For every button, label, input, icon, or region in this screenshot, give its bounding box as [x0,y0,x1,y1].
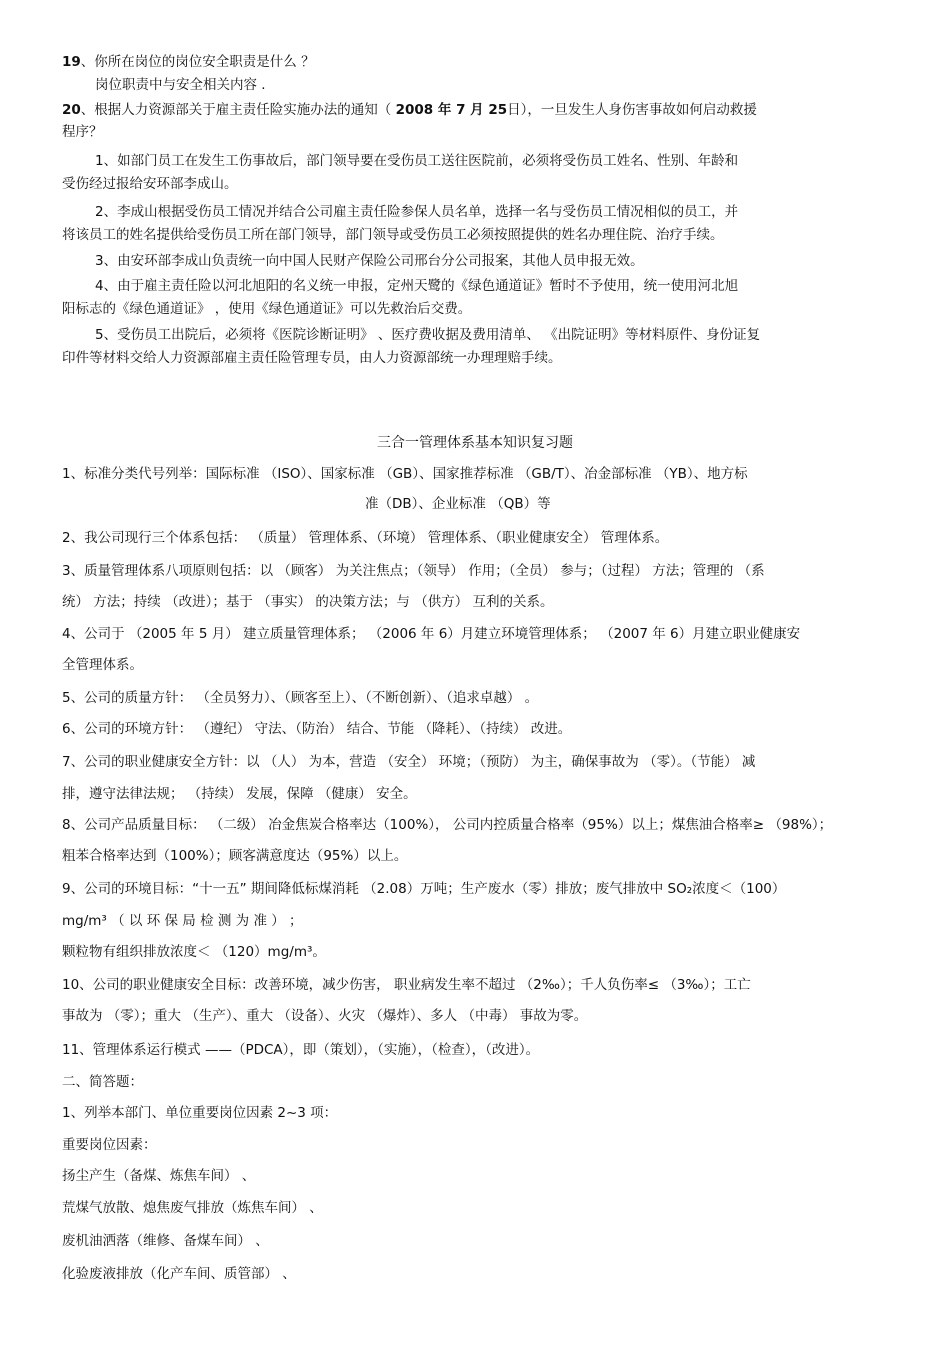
question-number: 19 [62,54,81,70]
review-line: 6、公司的环境方针： （遵纪） 守法、（防治） 结合、节能 （降耗）、（持续） 改进。 [62,721,572,737]
review-line: 4、公司于 （2005 年 5 月） 建立质量管理体系； （2006 年 6）月建立环境管理体系； （2007 年 6）月建立职业健康安 [62,626,801,642]
review-line: 粗苯合格率达到（100%）；顾客满意度达（95%）以上。 [62,848,408,864]
question-19 [62,53,315,71]
answer-19: 岗位职责中与安全相关内容 . [95,77,266,93]
answer-step-line: 1、如部门员工在发生工伤事故后，部门领导要在受伤员工送往医院前，必须将受伤员工姓名、性别、年龄和 [95,153,739,169]
section-title: 三合一管理体系基本知识复习题 [377,435,573,451]
answer-step-line: 将该员工的姓名提供给受伤员工所在部门领导，部门领导或受伤员工必须按照提供的姓名办理住院、治疗手续。 [62,227,724,243]
list-item: 荒煤气放散、熄焦废气排放（炼焦车间） 、 [62,1200,323,1216]
answer-step-line: 阳标志的《绿色通道证》 ，使用《绿色通道证》可以先救治后交费。 [62,301,472,317]
review-line: 7、公司的职业健康安全方针：以 （人） 为本，营造 （安全） 环境；（预防） 为主，确保事故为 （零）。（节能） 减 [62,754,756,770]
short-answer-heading: 二、简答题： [62,1074,143,1090]
question-20-cont: 程序？ [62,124,103,140]
review-line: 颗粒物有组织排放浓度＜ （120）mg/m³。 [62,944,326,960]
review-line: 10、公司的职业健康安全目标：改善环境，减少伤害， 职业病发生率不超过 （2‰）；千人负伤率≤ （3‰）；工亡 [62,977,751,993]
review-line: 11、管理体系运行模式 ——（PDCA），即（策划），（实施），（检查），（改进）。 [62,1042,540,1058]
review-line: 8、公司产品质量目标： （二级） 冶金焦炭合格率达（100%）， 公司内控质量合格率（95%）以上；煤焦油合格率≥ （98%）； [62,817,833,833]
review-line: 事故为 （零）；重大 （生产）、重大 （设备）、火灾 （爆炸）、多人 （中毒） 事故为零。 [62,1008,588,1024]
review-line: 1、标准分类代号列举：国际标准 （ISO）、国家标准 （GB）、国家推荐标准 （GB/T）、冶金部标准 （YB）、地方标 [62,466,748,482]
answer-step-line: 受伤经过报给安环部李成山。 [62,176,238,192]
answer-step-line: 4、由于雇主责任险以河北旭阳的名义统一申报，定州天鹭的《绿色通道证》暂时不予使用，统一使用河北旭 [95,278,739,294]
review-line: 2、我公司现行三个体系包括： （质量） 管理体系、（环境） 管理体系、（职业健康安全） 管理体系。 [62,530,669,546]
review-line: 3、质量管理体系八项原则包括：以 （顾客） 为关注焦点；（领导） 作用；（全员） 参与；（过程） 方法；管理的 （系 [62,563,765,579]
list-item: 化验废液排放（化产车间、质管部） 、 [62,1266,296,1282]
answer-step-line: 印件等材料交给人力资源部雇主责任险管理专员，由人力资源部统一办理理赔手续。 [62,350,562,366]
answer-step-line: 2、李成山根据受伤员工情况并结合公司雇主责任险参保人员名单，选择一名与受伤员工情况相似的员工，并 [95,204,739,220]
question-20 [62,101,757,119]
review-line: 5、公司的质量方针： （全员努力）、（顾客至上）、（不断创新）、（追求卓越） 。 [62,690,539,706]
review-line: 准（DB）、企业标准 （QB）等 [365,496,551,512]
answer-step-line: 5、受伤员工出院后，必须将《医院诊断证明》 、医疗费收据及费用清单、 《出院证明》等材料原件、身份证复 [95,327,761,343]
review-line: 重要岗位因素： [62,1137,157,1153]
review-line: 9、公司的环境目标：“十一五” 期间降低标煤消耗 （2.08）万吨；生产废水（零）排放；废气排放中 SO₂浓度＜（100） [62,881,786,897]
review-line: 全管理体系。 [62,657,143,673]
question-text: 、根据人力资源部关于雇主责任险实施办法的通知（ [80,102,396,118]
answer-step-line: 3、由安环部李成山负责统一向中国人民财产保险公司邢台分公司报案，其他人员申报无效。 [95,253,644,269]
review-line: 排，遵守法律法规； （持续） 发展，保障 （健康） 安全。 [62,786,417,802]
review-line: mg/m³ （ 以 环 保 局 检 测 为 准 ） ； [62,913,303,929]
list-item: 废机油洒落（维修、备煤车间） 、 [62,1233,269,1249]
review-line: 统） 方法；持续 （改进）；基于 （事实） 的决策方法；与 （供方） 互利的关系。 [62,594,554,610]
notice-date: 2008 年 7 月 25 [395,102,508,118]
review-line: 1、列举本部门、单位重要岗位因素 2~3 项： [62,1105,338,1121]
list-item: 扬尘产生（备煤、炼焦车间） 、 [62,1168,256,1184]
question-number: 20 [62,102,81,118]
question-text: 、你所在岗位的岗位安全职责是什么 ？ [80,54,315,70]
question-text-cont: 日），一旦发生人身伤害事故如何启动救援 [507,102,757,118]
